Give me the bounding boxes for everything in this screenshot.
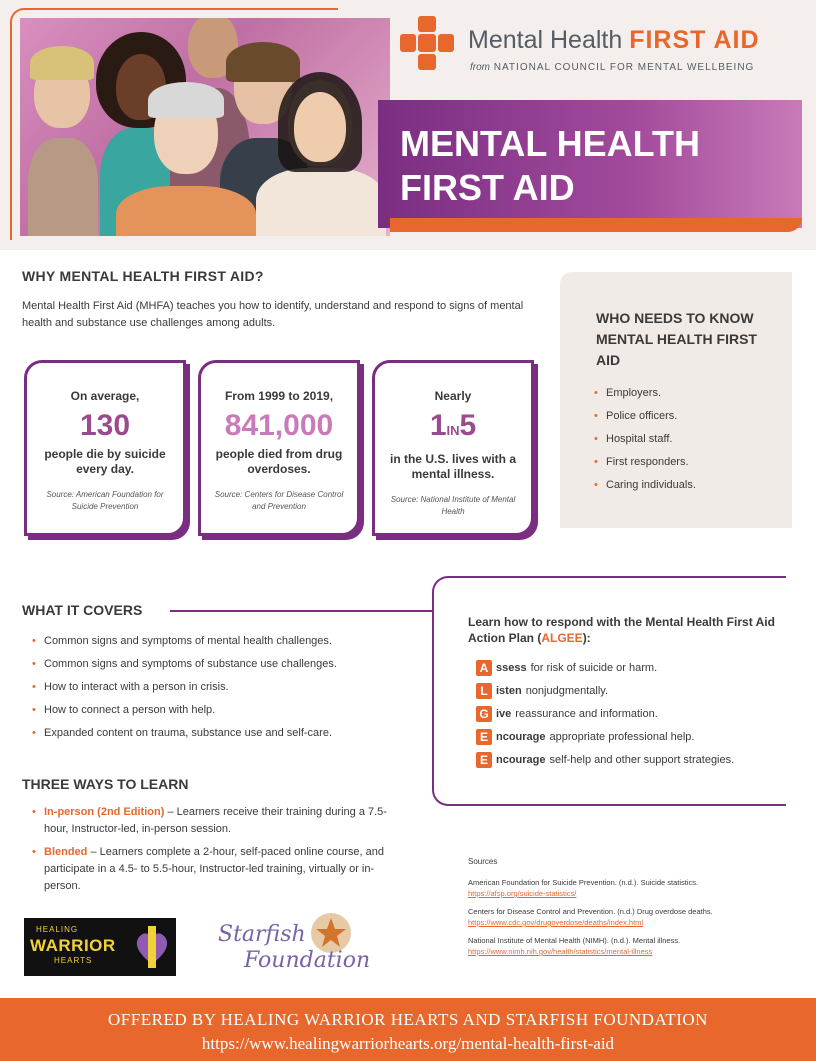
sources [468,856,788,964]
who-needs-box [560,272,792,528]
ways-heading: THREE WAYS TO LEARN [22,776,189,792]
banner-title: MENTAL HEALTH FIRST AID [400,123,700,208]
source-item: Centers for Disease Control and Prevention. (n.d.) Drug overdose deaths. https://www.cdc.gov/drugoverdose/deaths/index.html [468,906,788,928]
divider [170,610,432,612]
source-link[interactable]: https://afsp.org/suicide-statistics/ [468,889,577,898]
list-item: • Hospital staff. [606,428,696,451]
list-item: • Employers. [606,382,696,405]
who-list [606,382,696,497]
sources-heading: Sources [468,857,498,866]
stat-lead: From 1999 to 2019, [224,389,334,403]
list-item: G ive reassurance and information. [476,702,734,725]
stat-desc: in the U.S. lives with a mental illness. [389,452,517,481]
heart-icon [132,924,172,970]
covers-heading: WHAT IT COVERS [22,602,143,618]
source-item: American Foundation for Suicide Prevention. (n.d.). Suicide statistics. https://afsp.org/suicide-statistics/ [468,877,788,899]
list-item: • How to connect a person with help. [44,699,337,722]
list-item: E ncourage self-help and other support strategies. [476,748,734,771]
source-item: National Institute of Mental Health (NIMH). (n.d.). Mental illness. https://www.nimh.nih.gov/health/statistics/mental-illness [468,935,788,957]
list-item: • First responders. [606,451,696,474]
stat-card-suicide [24,360,186,536]
stat-card-mental-illness [372,360,534,536]
stat-source: Source: National Institute of Mental Health [390,495,516,516]
footer-offered-by: OFFERED BY HEALING WARRIOR HEARTS AND STARFISH FOUNDATION [108,1010,708,1029]
stat-desc: people die by suicide every day. [44,447,166,476]
algee-list [476,656,734,771]
stat-desc: people died from drug overdoses. [215,447,343,476]
stat-source: Source: American Foundation for Suicide Prevention [46,490,164,511]
list-item: • Blended – Learners complete a 2-hour, self-paced online course, and participate in a 4.5- to 5.5-hour, Instructor-led training, virtually or in-person. [44,844,394,895]
stat-number: 130 [79,409,131,442]
stat-lead: On average, [70,389,140,403]
stat-number: 841,000 [224,409,334,442]
list-item: • Common signs and symptoms of substance use challenges. [44,653,337,676]
list-item: • Police officers. [606,405,696,428]
title-banner [378,100,802,228]
list-item: • Expanded content on trauma, substance use and self-care. [44,722,337,745]
footer-url[interactable]: https://www.healingwarriorhearts.org/mental-health-first-aid [201,1034,615,1053]
source-link[interactable]: https://www.nimh.nih.gov/health/statistics/mental-illness [468,947,653,956]
why-text: Mental Health First Aid (MHFA) teaches you how to identify, understand and respond to signs of mental health and substance use challenges among adults. [22,300,524,329]
source-link[interactable]: https://www.cdc.gov/drugoverdose/deaths/index.html [468,918,644,927]
algee-title: Learn how to respond with the Mental Health First Aid Action Plan (ALGEE): [468,615,775,645]
why-heading: WHY MENTAL HEALTH FIRST AID? [22,268,264,284]
list-item: • Caring individuals. [606,474,696,497]
logo-subtitle: from NATIONAL COUNCIL FOR MENTAL WELLBEING [470,62,755,73]
starfish-foundation-logo: Starfish Foundation [214,908,374,978]
footer [0,998,816,1061]
banner-accent [390,218,802,232]
stat-card-overdoses [198,360,360,536]
list-item: A ssess for risk of suicide or harm. [476,656,734,679]
group-photo [20,18,390,236]
stat-number: 1IN5 [429,409,477,442]
ways-list [44,804,394,901]
list-item: • How to interact with a person in crisis. [44,676,337,699]
healing-warrior-hearts-logo: HEALING WARRIOR HEARTS [24,918,176,976]
cross-logo-icon [400,16,454,70]
list-item: • In-person (2nd Edition) – Learners receive their training during a 7.5-hour, Instructor-led, in-person session. [44,804,394,838]
stat-source: Source: Centers for Disease Control and Prevention [214,490,344,511]
list-item: • Common signs and symptoms of mental health challenges. [44,630,337,653]
covers-list [44,630,337,745]
who-heading: WHO NEEDS TO KNOW MENTAL HEALTH FIRST AID [596,310,757,368]
list-item: E ncourage appropriate professional help. [476,725,734,748]
logo-title: Mental Health FIRST AID [468,26,760,54]
stat-lead: Nearly [434,389,472,403]
list-item: L isten nonjudgmentally. [476,679,734,702]
mhfa-logo [400,16,800,80]
